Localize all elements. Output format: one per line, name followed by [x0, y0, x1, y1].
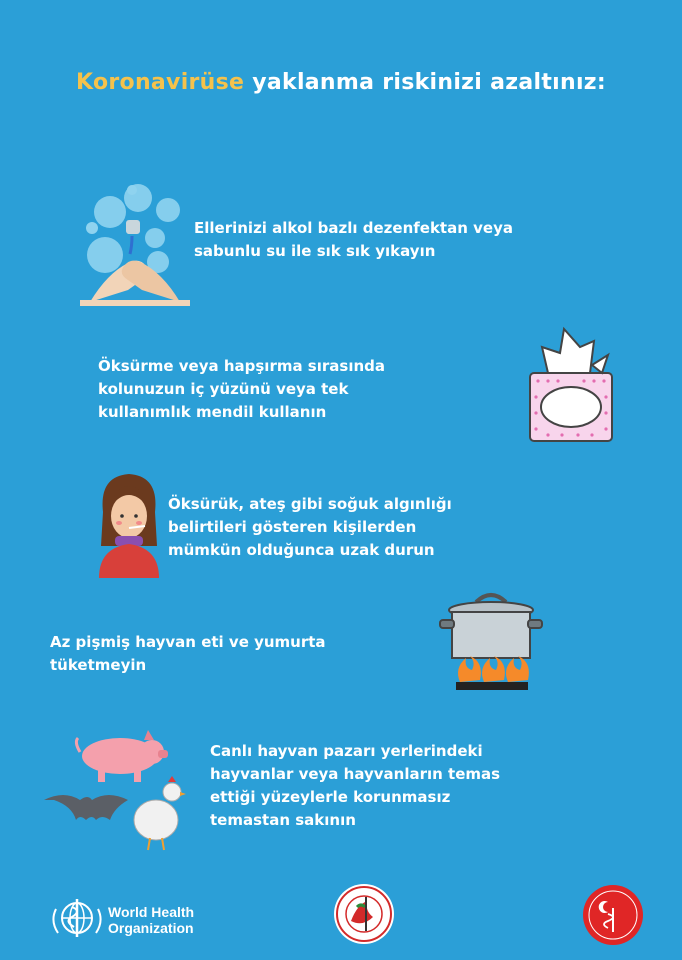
tip-line: temastan sakının	[210, 811, 356, 829]
who-emblem-icon	[50, 895, 104, 941]
tip-line: ettiği yüzeylerle korunmasız	[210, 788, 451, 806]
tip-line: Az pişmiş hayvan eti ve yumurta	[50, 633, 326, 651]
handwash-icon	[80, 180, 190, 310]
tip-handwash	[194, 217, 513, 263]
cooking-pot-icon	[438, 588, 544, 692]
tip-line: Öksürük, ateş gibi soğuk algınlığı	[168, 495, 452, 513]
tip-line: hayvanlar veya hayvanların temas	[210, 765, 501, 783]
health-ministry-seal-icon	[582, 884, 644, 946]
tip-line: sabunlu su ile sık sık yıkayın	[194, 242, 436, 260]
animals-icon	[40, 730, 200, 852]
who-logo-text	[108, 904, 194, 936]
tip-line: Öksürme veya hapşırma sırasında	[98, 357, 386, 375]
medical-association-seal-icon	[333, 883, 395, 945]
tip-line: kullanımlık mendil kullanın	[98, 403, 327, 421]
tissue-box-icon	[522, 325, 618, 445]
tip-line: tüketmeyin	[50, 656, 147, 674]
tip-line: kolunuzun iç yüzünü veya tek	[98, 380, 349, 398]
tip-line: belirtileri gösteren kişilerden	[168, 518, 417, 536]
who-line: World Health	[108, 904, 195, 920]
sick-person-icon	[93, 472, 163, 580]
tip-animals	[210, 740, 500, 832]
title-highlight: Koronavirüse	[76, 70, 245, 95]
tip-line: Canlı hayvan pazarı yerlerindeki	[210, 742, 483, 760]
tip-line: mümkün olduğunca uzak durun	[168, 541, 435, 559]
poster-title	[0, 70, 682, 95]
tip-tissue	[98, 355, 385, 424]
tip-line: Ellerinizi alkol bazlı dezenfektan veya	[194, 219, 513, 237]
title-rest: yaklanma riskinizi azaltınız:	[244, 70, 606, 95]
tip-cooking	[50, 631, 326, 677]
tip-distance	[168, 493, 452, 562]
who-line: Organization	[108, 920, 194, 936]
